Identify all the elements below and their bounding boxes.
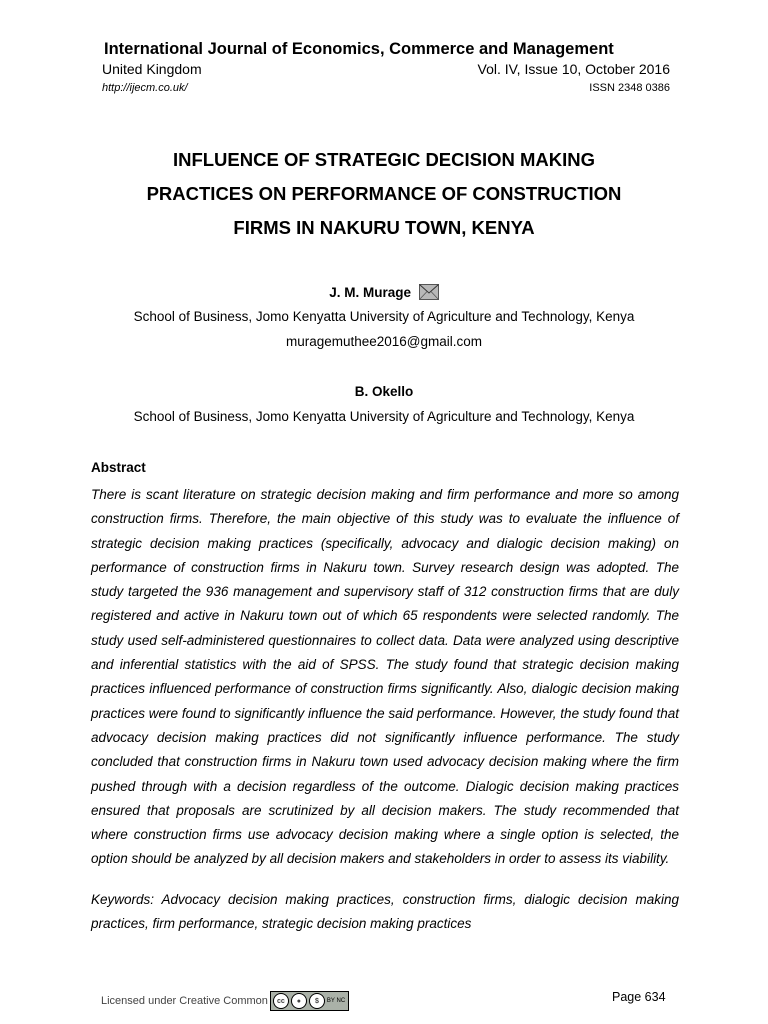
paper-title-line: FIRMS IN NAKURU TOWN, KENYA	[233, 217, 535, 238]
author-2-name: B. Okello	[354, 384, 414, 399]
journal-issn: ISSN 2348 0386	[589, 82, 670, 94]
attribution-icon: ●	[291, 993, 307, 1009]
paper-title	[60, 143, 708, 245]
abstract-heading: Abstract	[91, 460, 146, 475]
journal-country: United Kingdom	[102, 61, 202, 77]
author-1-name: J. M. Murage	[329, 285, 411, 300]
journal-title: International Journal of Economics, Commerce and Management	[104, 40, 614, 58]
envelope-icon[interactable]	[419, 284, 439, 300]
author-2-affiliation: School of Business, Jomo Kenyatta University of Agriculture and Technology, Kenya	[133, 409, 635, 424]
creative-commons-badge-icon[interactable]	[270, 991, 349, 1011]
paper-title-line: PRACTICES ON PERFORMANCE OF CONSTRUCTION	[146, 183, 622, 204]
author-1	[0, 284, 768, 300]
page-number: Page 634	[612, 990, 666, 1004]
keywords: Keywords: Advocacy decision making practices, construction firms, dialogic decision making practices, firm performance, strategic decision making practices	[91, 892, 679, 931]
cc-icon: cc	[273, 993, 289, 1009]
journal-url[interactable]: http://ijecm.co.uk/	[102, 82, 188, 94]
abstract-body: There is scant literature on strategic decision making and firm performance and more so among construction firms. Therefore, the main objective of this study was to evaluate the influence of strategic decision making practices (specifically, advocacy and dialogic decision making) on performance of construction firms in Nakuru town. Survey research design was adopted. The study targeted the 936 management and supervisory staff of 312 construction firms that are duly registered and active in Nakuru town out of which 65 respondents were selected randomly. The study used self-administered questionnaires to collect data. Data were analyzed using descriptive and inferential statistics with the aid of SPSS. The study found that strategic decision making practices influenced performance of construction firms significantly. Also, dialogic decision making practices were found to significantly influence the said performance. However, the study found that advocacy decision making practices did not significantly influence performance. The study concluded that construction firms in Nakuru town used advocacy decision making where the firm pushed through with a decision regardless of the outcome. Dialogic decision making practices ensured that proposals are scrutinized by all decision makers. The study recommended that where construction firms use advocacy decision making where a single option is selected, the option should be analyzed by all decision makers and stakeholders in order to assess its viability.	[91, 487, 679, 867]
cc-badge-text: BY NC	[326, 998, 346, 1004]
author-1-affiliation: School of Business, Jomo Kenyatta University of Agriculture and Technology, Kenya	[133, 309, 635, 324]
license-text: Licensed under Creative Common	[101, 995, 268, 1007]
noncommercial-icon: $	[309, 993, 325, 1009]
author-1-email[interactable]: muragemuthee2016@gmail.com	[285, 334, 483, 349]
header-row-2	[102, 82, 670, 94]
header-row-1	[102, 61, 670, 77]
paper-title-line: INFLUENCE OF STRATEGIC DECISION MAKING	[172, 149, 596, 170]
footer-license	[101, 991, 349, 1011]
journal-volume: Vol. IV, Issue 10, October 2016	[477, 61, 670, 77]
